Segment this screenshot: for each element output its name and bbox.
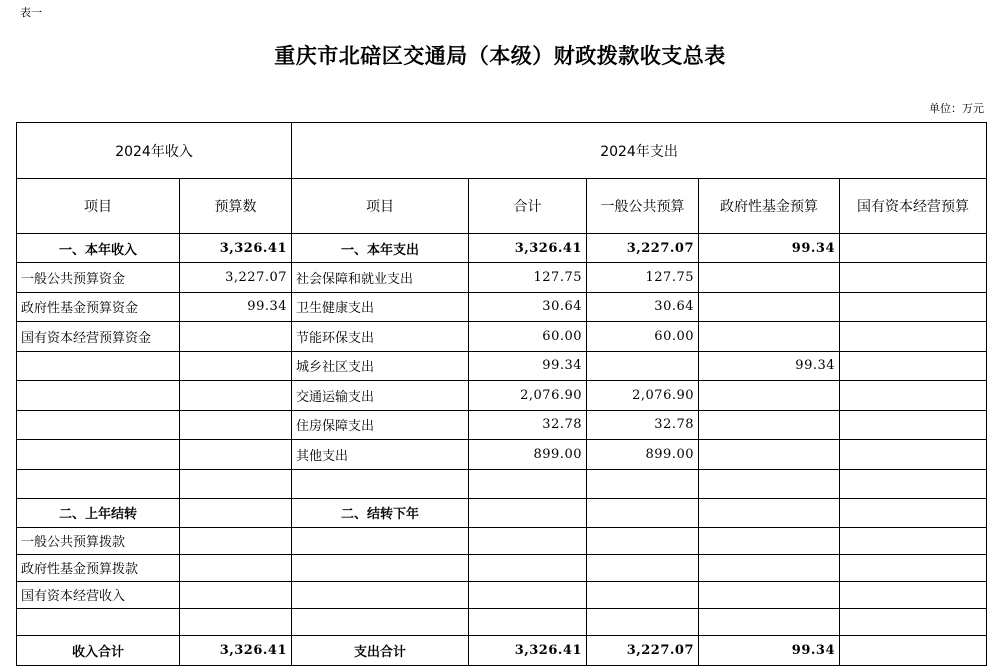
empty-cell bbox=[587, 581, 699, 608]
income-item bbox=[17, 381, 180, 411]
expense-gov-fund bbox=[699, 381, 840, 411]
expense-total: 30.64 bbox=[469, 292, 587, 322]
col-item-income: 项目 bbox=[17, 179, 180, 234]
expense-grand-general: 3,227.07 bbox=[587, 635, 699, 665]
expense-state-capital bbox=[840, 322, 987, 352]
table-row bbox=[17, 527, 987, 554]
table-row bbox=[17, 263, 987, 293]
empty-cell bbox=[840, 608, 987, 635]
expense-grand-total: 3,326.41 bbox=[469, 635, 587, 665]
empty-cell bbox=[292, 608, 469, 635]
empty-cell bbox=[180, 527, 292, 554]
expense-state-capital bbox=[840, 351, 987, 381]
carryover-in-label: 二、上年结转 bbox=[17, 498, 180, 527]
table-row bbox=[17, 292, 987, 322]
income-section-label: 一、本年收入 bbox=[17, 234, 180, 263]
empty-cell bbox=[180, 469, 292, 498]
expense-gov-fund bbox=[699, 292, 840, 322]
empty-cell bbox=[699, 498, 840, 527]
empty-cell bbox=[699, 581, 840, 608]
empty-cell bbox=[180, 498, 292, 527]
empty-cell bbox=[469, 498, 587, 527]
empty-cell bbox=[699, 554, 840, 581]
empty-cell bbox=[180, 581, 292, 608]
empty-cell bbox=[469, 527, 587, 554]
carryover-item: 一般公共预算拨款 bbox=[17, 527, 180, 554]
expense-general: 899.00 bbox=[587, 440, 699, 470]
expense-item: 节能环保支出 bbox=[292, 322, 469, 352]
expense-total: 899.00 bbox=[469, 440, 587, 470]
header-row-1 bbox=[17, 123, 987, 179]
carryover-out-label: 二、结转下年 bbox=[292, 498, 469, 527]
expense-state-capital bbox=[840, 440, 987, 470]
empty-cell bbox=[469, 469, 587, 498]
empty-cell bbox=[17, 469, 180, 498]
income-value bbox=[180, 410, 292, 440]
income-item bbox=[17, 351, 180, 381]
expense-item: 住房保障支出 bbox=[292, 410, 469, 440]
income-value: 99.34 bbox=[180, 292, 292, 322]
expense-section-total: 3,326.41 bbox=[469, 234, 587, 263]
income-value bbox=[180, 440, 292, 470]
expense-general: 2,076.90 bbox=[587, 381, 699, 411]
expense-item: 卫生健康支出 bbox=[292, 292, 469, 322]
income-item bbox=[17, 440, 180, 470]
header-row-2 bbox=[17, 179, 987, 234]
table-tag: 表一 bbox=[20, 6, 42, 19]
expense-state-capital bbox=[840, 410, 987, 440]
col-budget: 预算数 bbox=[180, 179, 292, 234]
empty-cell bbox=[840, 469, 987, 498]
empty-cell bbox=[587, 608, 699, 635]
expense-gov-fund bbox=[699, 410, 840, 440]
expense-state-capital bbox=[840, 292, 987, 322]
empty-cell bbox=[587, 527, 699, 554]
expense-item: 社会保障和就业支出 bbox=[292, 263, 469, 293]
empty-cell bbox=[17, 608, 180, 635]
expense-total: 60.00 bbox=[469, 322, 587, 352]
table-row bbox=[17, 440, 987, 470]
income-value bbox=[180, 381, 292, 411]
table-row bbox=[17, 351, 987, 381]
table-row bbox=[17, 410, 987, 440]
table-row bbox=[17, 322, 987, 352]
expense-state-capital bbox=[840, 381, 987, 411]
expense-header: 2024年支出 bbox=[292, 123, 987, 179]
income-header: 2024年收入 bbox=[17, 123, 292, 179]
expense-grand-gov-fund: 99.34 bbox=[699, 635, 840, 665]
expense-section-state-capital bbox=[840, 234, 987, 263]
empty-cell bbox=[587, 498, 699, 527]
section-1-row bbox=[17, 234, 987, 263]
expense-gov-fund bbox=[699, 263, 840, 293]
col-gov-fund: 政府性基金预算 bbox=[699, 179, 840, 234]
income-item bbox=[17, 410, 180, 440]
empty-cell bbox=[292, 527, 469, 554]
expense-gov-fund: 99.34 bbox=[699, 351, 840, 381]
col-total: 合计 bbox=[469, 179, 587, 234]
col-state-capital: 国有资本经营预算 bbox=[840, 179, 987, 234]
empty-cell bbox=[180, 608, 292, 635]
income-value bbox=[180, 351, 292, 381]
income-total-label: 收入合计 bbox=[17, 635, 180, 665]
empty-cell bbox=[292, 581, 469, 608]
empty-cell bbox=[840, 498, 987, 527]
col-general: 一般公共预算 bbox=[587, 179, 699, 234]
expense-general: 60.00 bbox=[587, 322, 699, 352]
expense-gov-fund bbox=[699, 322, 840, 352]
expense-grand-state-capital bbox=[840, 635, 987, 665]
totals-row bbox=[17, 635, 987, 665]
expense-total: 2,076.90 bbox=[469, 381, 587, 411]
empty-cell bbox=[840, 527, 987, 554]
empty-cell bbox=[292, 469, 469, 498]
empty-cell bbox=[469, 608, 587, 635]
expense-general: 30.64 bbox=[587, 292, 699, 322]
empty-cell bbox=[587, 469, 699, 498]
table-row bbox=[17, 554, 987, 581]
blank-row bbox=[17, 608, 987, 635]
expense-state-capital bbox=[840, 263, 987, 293]
empty-cell bbox=[180, 554, 292, 581]
empty-cell bbox=[699, 608, 840, 635]
expense-general: 127.75 bbox=[587, 263, 699, 293]
table-row bbox=[17, 581, 987, 608]
section-2-row bbox=[17, 498, 987, 527]
expense-section-label: 一、本年支出 bbox=[292, 234, 469, 263]
income-section-value: 3,326.41 bbox=[180, 234, 292, 263]
table-row bbox=[17, 381, 987, 411]
col-item-expense: 项目 bbox=[292, 179, 469, 234]
expense-item: 其他支出 bbox=[292, 440, 469, 470]
expense-general bbox=[587, 351, 699, 381]
expense-item: 交通运输支出 bbox=[292, 381, 469, 411]
unit-label: 单位：万元 bbox=[929, 102, 984, 115]
empty-cell bbox=[840, 581, 987, 608]
income-item: 国有资本经营预算资金 bbox=[17, 322, 180, 352]
empty-cell bbox=[292, 554, 469, 581]
expense-total: 99.34 bbox=[469, 351, 587, 381]
expense-total-label: 支出合计 bbox=[292, 635, 469, 665]
document-title: 重庆市北碚区交通局（本级）财政拨款收支总表 bbox=[274, 43, 726, 68]
expense-section-gov-fund: 99.34 bbox=[699, 234, 840, 263]
carryover-item: 政府性基金预算拨款 bbox=[17, 554, 180, 581]
income-value: 3,227.07 bbox=[180, 263, 292, 293]
income-value bbox=[180, 322, 292, 352]
empty-cell bbox=[469, 581, 587, 608]
carryover-item: 国有资本经营收入 bbox=[17, 581, 180, 608]
empty-cell bbox=[840, 554, 987, 581]
expense-section-general: 3,227.07 bbox=[587, 234, 699, 263]
empty-cell bbox=[469, 554, 587, 581]
empty-cell bbox=[587, 554, 699, 581]
expense-item: 城乡社区支出 bbox=[292, 351, 469, 381]
empty-cell bbox=[699, 469, 840, 498]
expense-total: 127.75 bbox=[469, 263, 587, 293]
income-item: 一般公共预算资金 bbox=[17, 263, 180, 293]
budget-table bbox=[16, 122, 987, 666]
empty-cell bbox=[699, 527, 840, 554]
income-total-value: 3,326.41 bbox=[180, 635, 292, 665]
blank-row bbox=[17, 469, 987, 498]
expense-gov-fund bbox=[699, 440, 840, 470]
income-item: 政府性基金预算资金 bbox=[17, 292, 180, 322]
expense-total: 32.78 bbox=[469, 410, 587, 440]
expense-general: 32.78 bbox=[587, 410, 699, 440]
